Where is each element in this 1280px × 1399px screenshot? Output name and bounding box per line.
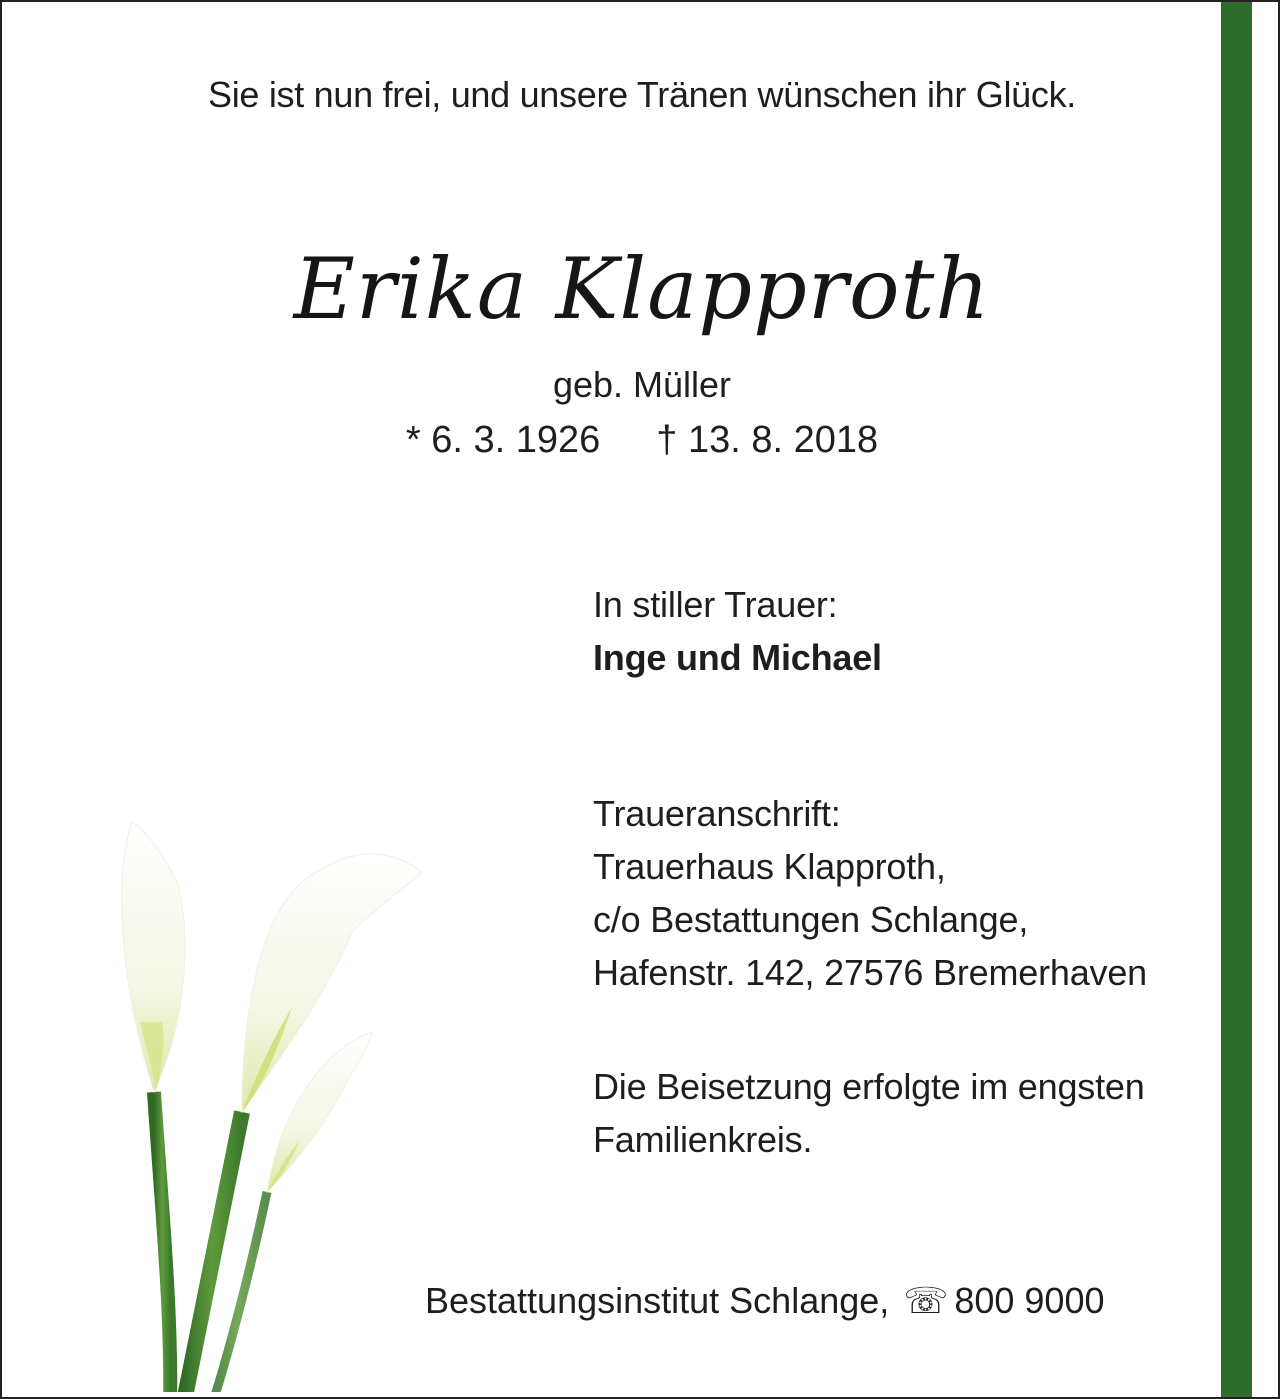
funeral-home-name: Bestattungsinstitut Schlange, <box>425 1280 890 1321</box>
mourners-intro: In stiller Trauer: <box>593 584 838 625</box>
mourners-block <box>593 578 882 684</box>
deceased-name: Erika Klapproth <box>293 240 991 338</box>
birth-date: * 6. 3. 1926 <box>405 419 601 461</box>
accent-stripe <box>1221 2 1252 1399</box>
mourning-address <box>593 787 1147 999</box>
address-line: Hafenstr. 142, 27576 Bremerhaven <box>593 952 1147 993</box>
mourners-names: Inge und Michael <box>593 637 882 678</box>
death-date: † 13. 8. 2018 <box>656 419 879 461</box>
funeral-home-phone: 800 9000 <box>954 1280 1105 1321</box>
address-line: Trauerhaus Klapproth, <box>593 846 946 887</box>
address-heading: Traueranschrift: <box>593 793 841 834</box>
funeral-home-contact <box>425 1280 1105 1322</box>
life-dates <box>2 419 1280 462</box>
burial-note-line: Familienkreis. <box>593 1119 813 1160</box>
burial-note <box>593 1060 1145 1166</box>
motto-quote: Sie ist nun frei, und unsere Tränen wünschen ihr Glück. <box>208 74 1076 115</box>
address-line: c/o Bestattungen Schlange, <box>593 899 1029 940</box>
birth-name: geb. Müller <box>552 364 732 405</box>
telephone-icon: ☏ <box>903 1280 949 1321</box>
calla-lily-illustration <box>92 792 432 1392</box>
burial-note-line: Die Beisetzung erfolgte im engsten <box>593 1066 1145 1107</box>
accent-margin <box>1252 2 1280 1399</box>
